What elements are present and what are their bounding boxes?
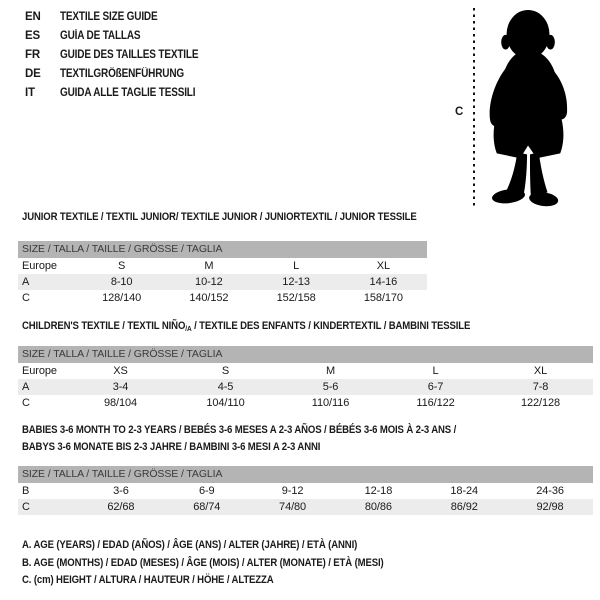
lang-row-es xyxy=(25,27,219,46)
lang-code: IT xyxy=(25,87,35,99)
junior-size-table xyxy=(18,241,427,306)
language-title-list xyxy=(25,8,219,103)
row-label: C xyxy=(22,397,30,409)
table-cell: 3-6 xyxy=(113,485,129,497)
table-cell: 18-24 xyxy=(450,485,479,497)
table-cell: 7-8 xyxy=(532,381,549,393)
table-cell: 116/122 xyxy=(416,397,455,409)
table-row xyxy=(18,379,593,395)
junior-section-title: JUNIOR TEXTILE / TEXTIL JUNIOR/ TEXTILE JUNIOR / JUNIORTEXTIL / JUNIOR TESSILE xyxy=(22,211,417,223)
table-cell: 122/128 xyxy=(520,397,561,409)
lang-row-it xyxy=(25,84,219,103)
row-label: Europe xyxy=(22,365,57,377)
table-cell: M xyxy=(325,365,336,377)
lang-row-en xyxy=(25,8,219,27)
table-cell: 6-9 xyxy=(198,485,215,497)
table-cell: XS xyxy=(113,365,128,377)
table-cell: 92/98 xyxy=(536,501,564,513)
size-header-bar: SIZE / TALLA / TAILLE / GRÖSSE / TAGLIA xyxy=(18,346,593,363)
table-row xyxy=(18,499,593,515)
lang-title: GUIDE DES TAILLES TEXTILE xyxy=(60,49,199,61)
title-text: CHILDREN'S TEXTILE / TEXTIL NIÑO xyxy=(22,320,186,332)
row-label: C xyxy=(22,501,30,513)
table-cell: 6-7 xyxy=(427,381,444,393)
table-cell: 62/68 xyxy=(107,501,135,513)
table-cell: S xyxy=(118,260,126,272)
row-label: C xyxy=(22,292,30,304)
lang-title: GUÍA DE TALLAS xyxy=(60,30,141,42)
table-row xyxy=(18,395,593,411)
table-cell: 98/104 xyxy=(103,397,138,409)
row-label: A xyxy=(22,276,30,288)
row-label: A xyxy=(22,381,30,393)
lang-title: GUIDA ALLE TAGLIE TESSILI xyxy=(60,87,196,99)
table-row xyxy=(18,363,593,379)
babies-section-title-line1: BABIES 3-6 MONTH TO 2-3 YEARS / BEBÉS 3-6 MESES A 2-3 AÑOS / BÉBÉS 3-6 MOIS À 2-3 ANS / xyxy=(22,424,457,436)
table-cell: 9-12 xyxy=(281,485,304,497)
babies-section-title-line2: BABYS 3-6 MONATE BIS 2-3 JAHRE / BAMBINI 3-6 MESI A 2-3 ANNI xyxy=(22,441,321,453)
table-cell: 68/74 xyxy=(193,501,221,513)
table-cell: 4-5 xyxy=(217,381,234,393)
table-cell: 128/140 xyxy=(102,292,142,304)
height-dashed-line xyxy=(473,8,475,206)
lang-row-de xyxy=(25,65,219,84)
children-size-table xyxy=(18,346,593,411)
table-cell: XL xyxy=(376,260,390,272)
table-cell: 104/110 xyxy=(206,397,245,409)
table-cell: 3-4 xyxy=(112,381,129,393)
title-text: / TEXTILE DES ENFANTS / KINDERTEXTIL / BAMBINI TESSILE xyxy=(191,320,471,332)
table-cell: 10-12 xyxy=(195,276,223,288)
note-age-years: A. AGE (YEARS) / EDAD (AÑOS) / ÂGE (ANS) / ALTER (JAHRE) / ETÀ (ANNI) xyxy=(22,539,358,551)
table-cell: 158/170 xyxy=(363,292,403,304)
table-cell: L xyxy=(432,365,439,377)
table-cell: 24-36 xyxy=(536,485,564,497)
note-height-cm: C. (cm) HEIGHT / ALTURA / HAUTEUR / HÖHE / ALTEZZA xyxy=(22,574,274,586)
table-cell: 14-16 xyxy=(369,276,398,288)
title-subscript: /A xyxy=(185,324,192,333)
table-cell: M xyxy=(204,260,214,272)
table-cell: 110/116 xyxy=(311,397,350,409)
baby-silhouette-icon xyxy=(481,8,577,208)
lang-row-fr xyxy=(25,46,219,65)
size-header-bar: SIZE / TALLA / TAILLE / GRÖSSE / TAGLIA xyxy=(18,241,427,258)
babies-size-table xyxy=(18,466,593,515)
table-row xyxy=(18,290,427,306)
height-measure-label: C xyxy=(455,106,464,118)
table-cell: S xyxy=(221,365,230,377)
table-cell: 140/152 xyxy=(189,292,229,304)
table-cell: 5-6 xyxy=(322,381,339,393)
table-cell: 86/92 xyxy=(450,501,478,513)
row-label: B xyxy=(22,485,30,497)
table-cell: 12-13 xyxy=(282,276,310,288)
lang-title: TEXTILGRÖßENFÜHRUNG xyxy=(60,68,184,80)
table-cell: 12-18 xyxy=(364,485,393,497)
table-row xyxy=(18,258,427,274)
table-cell: 152/158 xyxy=(276,292,316,304)
table-row xyxy=(18,274,427,290)
table-cell: 80/86 xyxy=(364,501,392,513)
lang-title: TEXTILE SIZE GUIDE xyxy=(60,11,158,23)
table-row xyxy=(18,483,593,499)
row-label: Europe xyxy=(22,260,57,272)
lang-code: ES xyxy=(25,30,40,42)
lang-code: FR xyxy=(25,49,40,61)
table-cell: XL xyxy=(533,365,548,377)
lang-code: DE xyxy=(25,68,41,80)
size-header-bar: SIZE / TALLA / TAILLE / GRÖSSE / TAGLIA xyxy=(18,466,593,483)
children-section-title xyxy=(22,320,470,332)
lang-code: EN xyxy=(25,11,41,23)
legend-notes xyxy=(22,537,438,590)
table-cell: 74/80 xyxy=(279,501,307,513)
note-age-months: B. AGE (MONTHS) / EDAD (MESES) / ÂGE (MOIS) / ALTER (MONATE) / ETÀ (MESI) xyxy=(22,556,384,569)
table-cell: 8-10 xyxy=(110,276,133,288)
table-cell: L xyxy=(293,260,300,272)
